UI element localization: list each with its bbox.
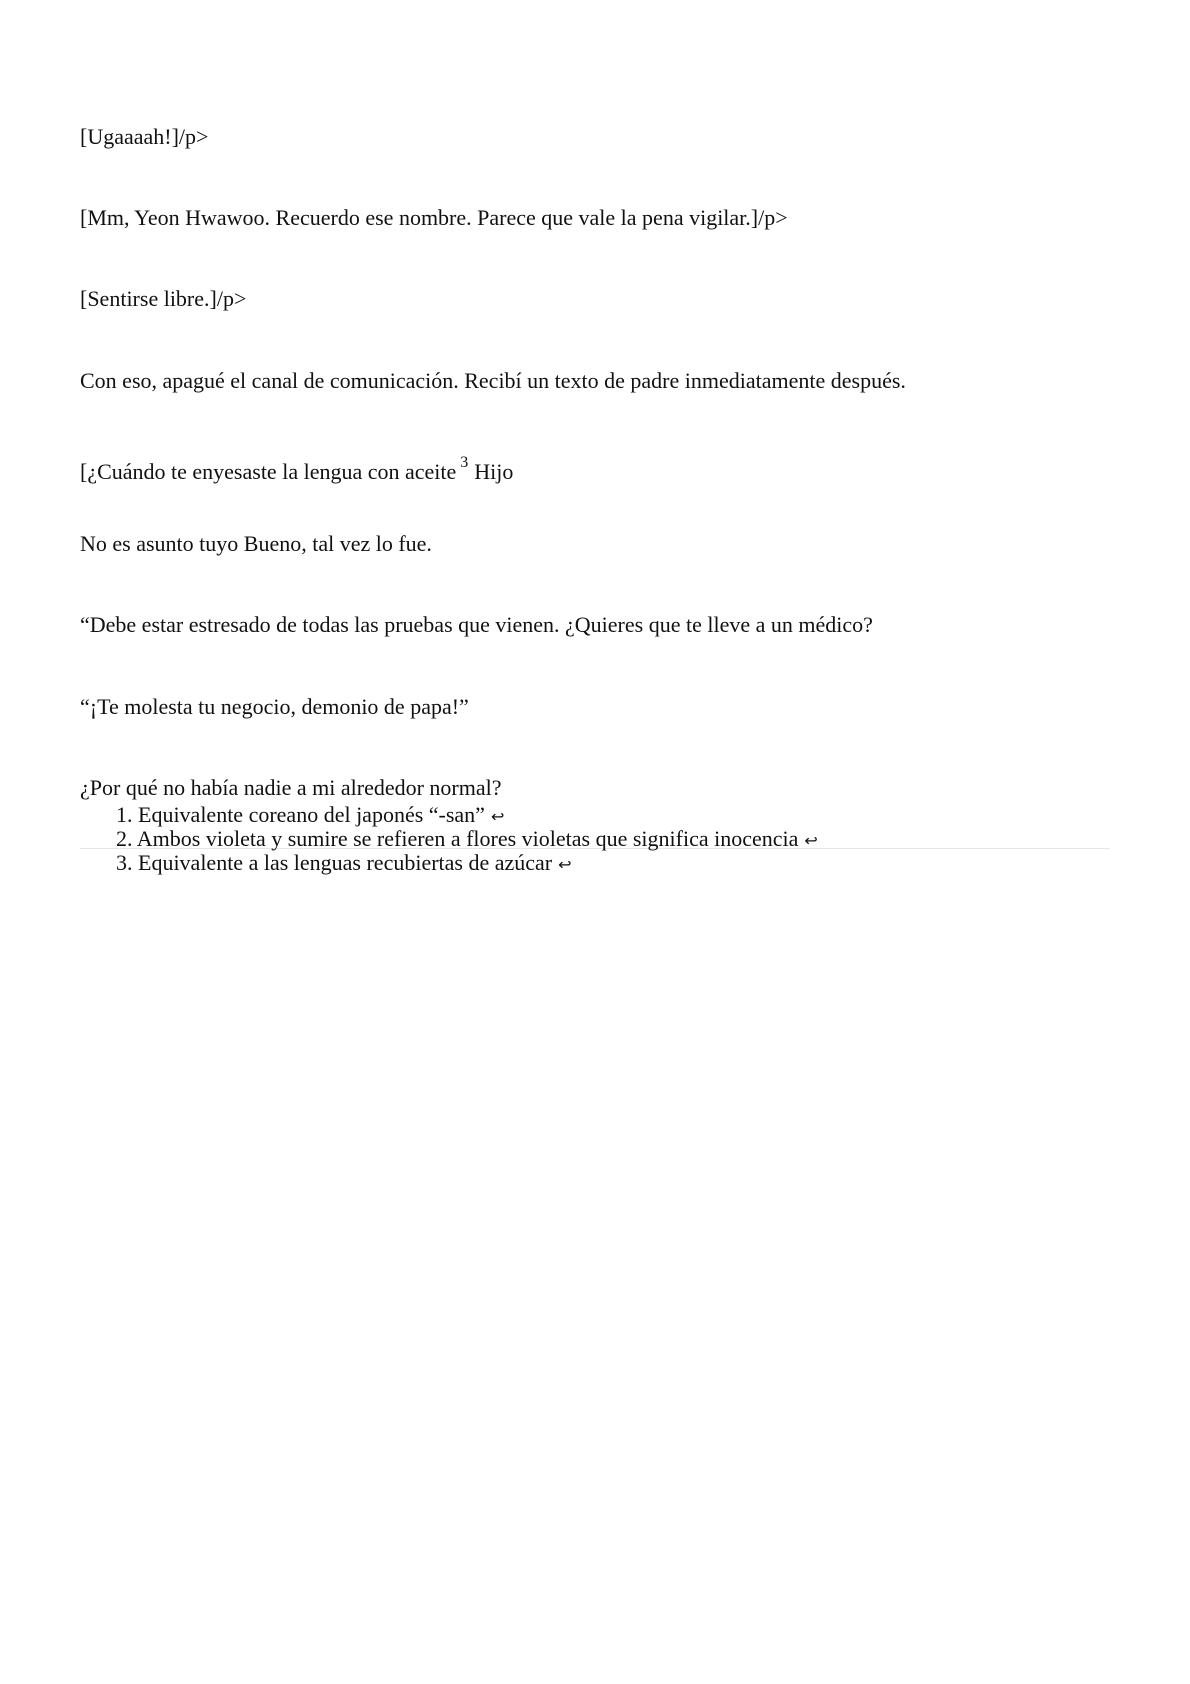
footnote-text: Ambos violeta y sumire se refieren a flores violetas que significa inocencia xyxy=(136,826,799,851)
paragraph-5-text: [¿Cuándo te enyesaste la lengua con aceite xyxy=(80,459,457,484)
paragraph-2: [Mm, Yeon Hwawoo. Recuerdo ese nombre. Parece que vale la pena vigilar.]/p> xyxy=(80,205,788,230)
return-arrow-icon[interactable]: ↩ xyxy=(558,855,572,874)
footnotes-list xyxy=(80,804,1110,876)
footnote-number: 2. xyxy=(116,826,133,851)
footnote-text: Equivalente a las lenguas recubiertas de azúcar xyxy=(138,850,553,875)
paragraph-7: “Debe estar estresado de todas las pruebas que vienen. ¿Quieres que te lleve a un médico? xyxy=(80,612,873,637)
footnote-number: 3. xyxy=(116,850,133,875)
footnote-item xyxy=(80,828,1110,852)
paragraph-5-tail: Hijo xyxy=(474,459,514,484)
footnote-item xyxy=(80,804,1110,828)
paragraph-3: [Sentirse libre.]/p> xyxy=(80,286,247,311)
paragraph-6: No es asunto tuyo Bueno, tal vez lo fue. xyxy=(80,531,432,556)
footnote-number: 1. xyxy=(116,802,133,827)
paragraph-9: ¿Por qué no había nadie a mi alrededor normal? xyxy=(80,775,502,800)
paragraph-5 xyxy=(80,454,514,488)
footnote-text: Equivalente coreano del japonés “-san” xyxy=(138,802,485,827)
return-arrow-icon[interactable]: ↩ xyxy=(804,831,818,850)
paragraph-4: Con eso, apagué el canal de comunicación. Recibí un texto de padre inmediatamente después. xyxy=(80,368,906,393)
paragraph-1: [Ugaaaah!]/p> xyxy=(80,124,209,149)
paragraph-8: “¡Te molesta tu negocio, demonio de papa!” xyxy=(80,694,469,719)
footnote-ref-3[interactable]: 3 xyxy=(460,454,469,471)
return-arrow-icon[interactable]: ↩ xyxy=(490,807,505,826)
footnote-item xyxy=(80,852,1110,876)
